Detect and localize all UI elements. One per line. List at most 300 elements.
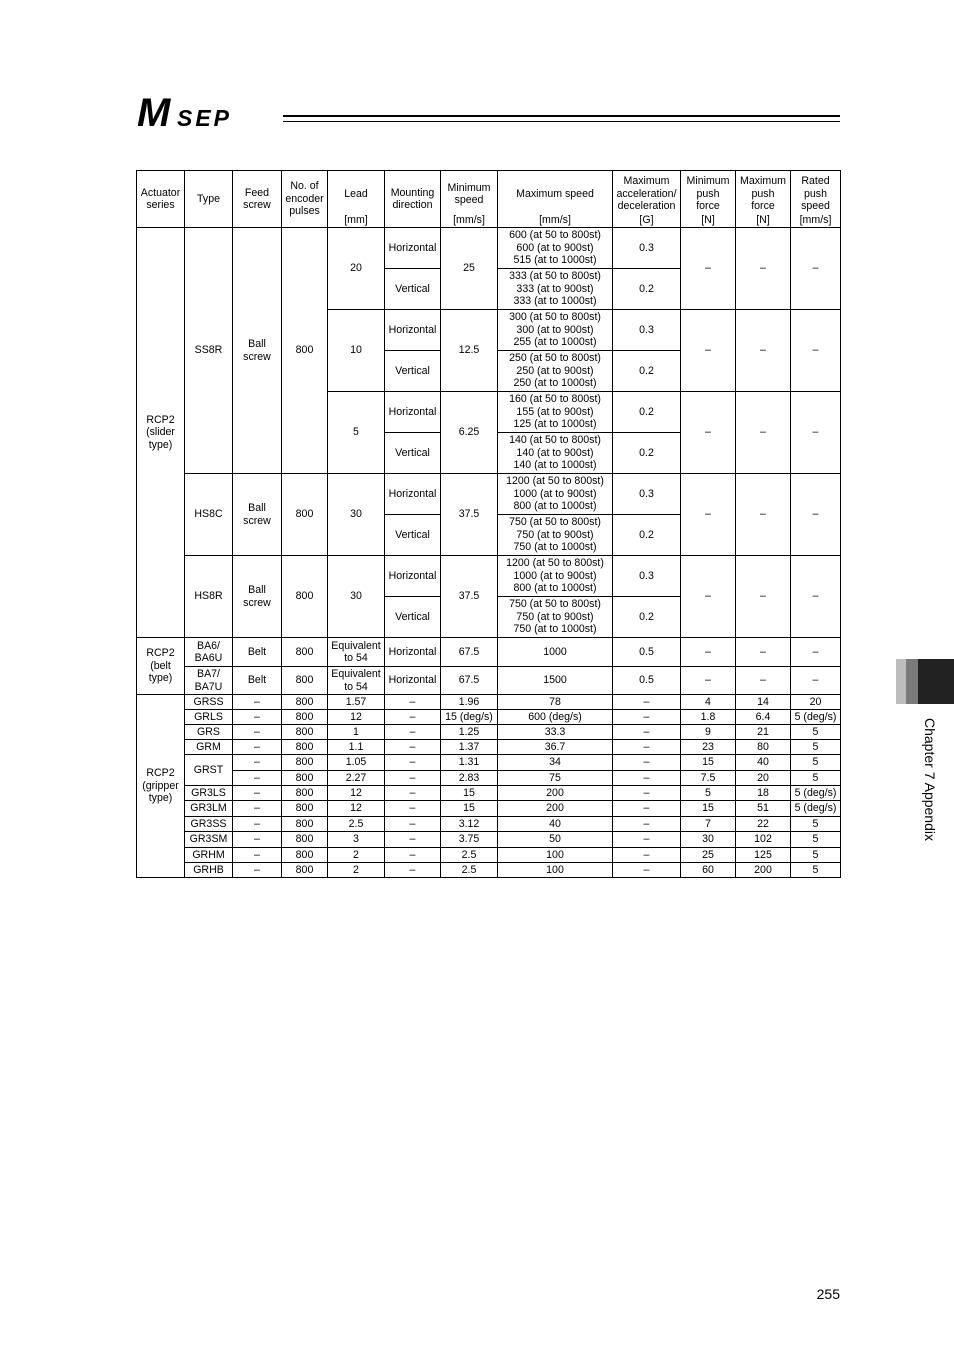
table-cell: 100 bbox=[498, 848, 613, 863]
column-header-line: Maximum bbox=[740, 175, 786, 188]
table-cell: – bbox=[736, 474, 791, 556]
table-cell: – bbox=[791, 638, 841, 667]
cell-line: screw bbox=[243, 596, 271, 609]
cell-line: RCP2 bbox=[146, 413, 175, 426]
cell-line: Ball bbox=[248, 502, 266, 514]
column-header-label bbox=[137, 187, 184, 212]
table-cell: Horizontal bbox=[385, 392, 441, 433]
cell-line: 160 (at 50 to 800st) bbox=[509, 393, 601, 406]
table-cell: 2.5 bbox=[328, 817, 385, 832]
table-cell bbox=[328, 638, 385, 667]
column-header-line: Lead bbox=[344, 187, 368, 200]
table-cell: 25 bbox=[441, 228, 498, 310]
table-cell bbox=[498, 269, 613, 310]
table-cell: 5 bbox=[791, 863, 841, 878]
table-cell: 78 bbox=[498, 695, 613, 710]
table-row bbox=[137, 695, 841, 710]
column-header-label bbox=[282, 180, 327, 218]
table-cell: GRM bbox=[185, 740, 233, 755]
column-header bbox=[233, 171, 282, 228]
table-cell: – bbox=[233, 801, 282, 817]
column-header bbox=[137, 171, 185, 228]
table-cell: 0.2 bbox=[613, 433, 681, 474]
column-header-line: speed bbox=[801, 200, 830, 213]
cell-line: 333 (at to 900st) bbox=[516, 282, 594, 295]
table-cell: 800 bbox=[282, 863, 328, 878]
table-cell: 5 (deg/s) bbox=[791, 710, 841, 725]
cell-line: screw bbox=[243, 350, 271, 363]
table-cell: – bbox=[385, 771, 441, 786]
table-cell: 0.3 bbox=[613, 556, 681, 597]
table-cell: 800 bbox=[282, 740, 328, 755]
table-row bbox=[137, 474, 841, 515]
table-cell: – bbox=[233, 771, 282, 786]
table-cell: 5 (deg/s) bbox=[791, 786, 841, 801]
table-cell: Horizontal bbox=[385, 310, 441, 351]
table-cell: – bbox=[681, 228, 736, 310]
column-header-label bbox=[498, 188, 612, 211]
table-cell: – bbox=[233, 710, 282, 725]
cell-line: screw bbox=[243, 514, 271, 527]
cell-line: Equivalent bbox=[331, 639, 381, 652]
chapter-tab-mid bbox=[906, 659, 918, 704]
cell-line: RCP2 bbox=[146, 767, 175, 780]
table-cell: 37.5 bbox=[441, 556, 498, 638]
table-cell: 1.31 bbox=[441, 755, 498, 771]
table-cell: Horizontal bbox=[385, 556, 441, 597]
table-cell: – bbox=[385, 710, 441, 725]
table-cell: 40 bbox=[498, 817, 613, 832]
table-cell: 2 bbox=[328, 848, 385, 863]
table-cell bbox=[498, 474, 613, 515]
column-unit: [mm/s] bbox=[539, 213, 571, 226]
page-number: 255 bbox=[816, 1286, 840, 1302]
column-unit: [mm/s] bbox=[453, 213, 485, 226]
column-header bbox=[328, 171, 385, 228]
cell-line: 125 (at to 1000st) bbox=[513, 418, 597, 431]
table-cell bbox=[498, 433, 613, 474]
table-cell: Vertical bbox=[385, 351, 441, 392]
cell-line: type) bbox=[148, 438, 173, 451]
table-row bbox=[137, 710, 841, 725]
column-header-line: Feed bbox=[244, 186, 270, 199]
table-cell: – bbox=[233, 786, 282, 801]
table-cell: 800 bbox=[282, 710, 328, 725]
table-cell: – bbox=[736, 556, 791, 638]
cell-line: 140 (at to 1000st) bbox=[513, 459, 597, 472]
cell-line: to 54 bbox=[344, 680, 368, 693]
cell-line: (belt bbox=[150, 659, 171, 672]
column-header-label bbox=[233, 187, 281, 212]
table-cell: GRST bbox=[185, 755, 233, 786]
column-header bbox=[498, 171, 613, 228]
table-cell: 2.83 bbox=[441, 771, 498, 786]
table-cell: 800 bbox=[282, 638, 328, 667]
column-header-label bbox=[385, 187, 440, 212]
cell-line: 515 (at to 1000st) bbox=[513, 254, 597, 267]
table-cell: GR3LM bbox=[185, 801, 233, 817]
table-cell bbox=[137, 695, 185, 878]
chapter-tab-light bbox=[896, 659, 906, 704]
table-cell: Belt bbox=[233, 638, 282, 667]
cell-line: BA7/ bbox=[197, 668, 220, 680]
table-cell: 18 bbox=[736, 786, 791, 801]
cell-line: 750 (at to 1000st) bbox=[513, 541, 597, 554]
chapter-label: Chapter 7 Appendix bbox=[922, 718, 938, 841]
table-cell: 1.8 bbox=[681, 710, 736, 725]
column-unit: [mm/s] bbox=[799, 213, 832, 226]
table-cell: – bbox=[681, 392, 736, 474]
table-cell: – bbox=[613, 817, 681, 832]
column-unit: [mm] bbox=[344, 213, 368, 226]
cell-line: 800 (at to 1000st) bbox=[513, 500, 597, 513]
table-cell: 4 bbox=[681, 695, 736, 710]
table-row bbox=[137, 740, 841, 755]
table-cell: 1.37 bbox=[441, 740, 498, 755]
table-cell: Belt bbox=[233, 667, 282, 695]
column-header bbox=[791, 171, 841, 228]
cell-line: 300 (at to 900st) bbox=[516, 323, 594, 336]
table-cell: – bbox=[233, 848, 282, 863]
table-cell: – bbox=[385, 817, 441, 832]
table-cell: 7 bbox=[681, 817, 736, 832]
table-cell: GRS bbox=[185, 725, 233, 740]
table-cell: 15 (deg/s) bbox=[441, 710, 498, 725]
table-cell: 5 bbox=[791, 755, 841, 771]
column-header-line: push bbox=[751, 187, 775, 200]
table-cell: Vertical bbox=[385, 515, 441, 556]
table-cell: 0.3 bbox=[613, 228, 681, 269]
header-rule-thick bbox=[283, 115, 840, 117]
table-cell: 5 bbox=[681, 786, 736, 801]
cell-line: 250 (at to 900st) bbox=[516, 364, 594, 377]
table-cell: GRLS bbox=[185, 710, 233, 725]
table-cell: 2 bbox=[328, 863, 385, 878]
cell-line: 1000 (at to 900st) bbox=[513, 569, 597, 582]
table-cell: – bbox=[613, 863, 681, 878]
column-header-line: push bbox=[804, 187, 827, 200]
table-cell: 800 bbox=[282, 832, 328, 848]
table-cell: 30 bbox=[328, 556, 385, 638]
cell-line: BA6U bbox=[194, 652, 223, 664]
cell-line: 800 (at to 1000st) bbox=[513, 582, 597, 595]
table-cell: 40 bbox=[736, 755, 791, 771]
table-cell: 2.5 bbox=[441, 848, 498, 863]
table-cell bbox=[185, 667, 233, 695]
column-header-line: encoder bbox=[285, 192, 324, 205]
table-cell: 25 bbox=[681, 848, 736, 863]
table-cell: 0.3 bbox=[613, 310, 681, 351]
table-cell: 15 bbox=[441, 786, 498, 801]
table-cell: 0.5 bbox=[613, 638, 681, 667]
table-cell bbox=[498, 228, 613, 269]
column-header-line: Maximum bbox=[623, 175, 670, 188]
cell-line: 1000 (at to 900st) bbox=[513, 487, 597, 500]
table-cell: GR3SS bbox=[185, 817, 233, 832]
table-cell: 800 bbox=[282, 667, 328, 695]
table-cell: – bbox=[736, 667, 791, 695]
table-cell: 15 bbox=[441, 801, 498, 817]
table-cell: 12 bbox=[328, 801, 385, 817]
table-cell: 0.3 bbox=[613, 474, 681, 515]
table-cell: Vertical bbox=[385, 433, 441, 474]
table-cell: GR3LS bbox=[185, 786, 233, 801]
cell-line: 750 (at 50 to 800st) bbox=[509, 516, 601, 529]
header-rule-thin bbox=[283, 121, 840, 122]
table-cell: – bbox=[385, 832, 441, 848]
table-cell: 1.1 bbox=[328, 740, 385, 755]
table-row bbox=[137, 725, 841, 740]
table-cell: 1.25 bbox=[441, 725, 498, 740]
table-cell: 30 bbox=[681, 832, 736, 848]
column-header bbox=[385, 171, 441, 228]
table-cell bbox=[328, 667, 385, 695]
table-cell: 0.2 bbox=[613, 392, 681, 433]
table-cell: 800 bbox=[282, 556, 328, 638]
table-cell: – bbox=[385, 695, 441, 710]
table-cell bbox=[498, 392, 613, 433]
table-cell: 6.4 bbox=[736, 710, 791, 725]
table-cell: 60 bbox=[681, 863, 736, 878]
column-header-line: series bbox=[146, 199, 175, 211]
table-cell: 12.5 bbox=[441, 310, 498, 392]
table-cell: – bbox=[233, 725, 282, 740]
table-cell: – bbox=[791, 556, 841, 638]
cell-line: 1200 (at 50 to 800st) bbox=[506, 475, 604, 488]
table-cell: HS8R bbox=[185, 556, 233, 638]
table-row bbox=[137, 556, 841, 597]
table-cell bbox=[233, 556, 282, 638]
table-cell: 3.12 bbox=[441, 817, 498, 832]
column-header-line: Type bbox=[197, 192, 220, 205]
column-header-line: Minimum bbox=[447, 181, 491, 194]
table-cell: – bbox=[233, 832, 282, 848]
table-cell bbox=[185, 638, 233, 667]
table-cell: 1000 bbox=[498, 638, 613, 667]
cell-line: 255 (at to 1000st) bbox=[513, 336, 597, 349]
column-header bbox=[681, 171, 736, 228]
table-cell: 21 bbox=[736, 725, 791, 740]
table-cell: 23 bbox=[681, 740, 736, 755]
table-cell: Horizontal bbox=[385, 638, 441, 667]
table-cell: 0.2 bbox=[613, 351, 681, 392]
cell-line: 140 (at 50 to 800st) bbox=[509, 434, 601, 447]
cell-line: 750 (at 50 to 800st) bbox=[509, 598, 601, 611]
column-header bbox=[185, 171, 233, 228]
table-cell: 600 (deg/s) bbox=[498, 710, 613, 725]
column-header-label bbox=[185, 193, 232, 206]
table-row bbox=[137, 786, 841, 801]
table-cell: 5 bbox=[791, 817, 841, 832]
table-cell: – bbox=[736, 638, 791, 667]
table-cell: – bbox=[385, 863, 441, 878]
column-header-line: Rated bbox=[801, 175, 830, 188]
cell-line: 140 (at to 900st) bbox=[516, 446, 594, 459]
table-cell: SS8R bbox=[185, 228, 233, 474]
table-row bbox=[137, 771, 841, 786]
column-header-line: Minimum bbox=[686, 175, 730, 188]
table-cell: 12 bbox=[328, 710, 385, 725]
table-row bbox=[137, 832, 841, 848]
table-cell: 0.2 bbox=[613, 597, 681, 638]
table-cell: – bbox=[613, 755, 681, 771]
table-cell: – bbox=[791, 474, 841, 556]
table-cell: 800 bbox=[282, 817, 328, 832]
table-cell: 30 bbox=[328, 474, 385, 556]
table-cell: Vertical bbox=[385, 597, 441, 638]
column-header bbox=[613, 171, 681, 228]
cell-line: 250 (at to 1000st) bbox=[513, 377, 597, 390]
table-cell: 67.5 bbox=[441, 667, 498, 695]
table-cell: 12 bbox=[328, 786, 385, 801]
table-row bbox=[137, 801, 841, 817]
cell-line: BA6/ bbox=[197, 639, 220, 652]
table-cell: 20 bbox=[328, 228, 385, 310]
table-cell: 15 bbox=[681, 755, 736, 771]
table-cell: – bbox=[736, 392, 791, 474]
table-row bbox=[137, 755, 841, 771]
table-cell: – bbox=[385, 848, 441, 863]
column-header-line: Maximum speed bbox=[516, 187, 594, 200]
table-cell: 15 bbox=[681, 801, 736, 817]
table-cell: 1.05 bbox=[328, 755, 385, 771]
cell-line: 600 (at to 900st) bbox=[516, 241, 594, 254]
column-header-line: pulses bbox=[289, 205, 320, 218]
table-cell bbox=[233, 228, 282, 474]
table-cell: 2.27 bbox=[328, 771, 385, 786]
column-header-line: No. of bbox=[290, 180, 319, 193]
table-cell: 14 bbox=[736, 695, 791, 710]
table-cell: 0.2 bbox=[613, 515, 681, 556]
table-cell: – bbox=[613, 725, 681, 740]
table-cell: 36.7 bbox=[498, 740, 613, 755]
table-cell: Vertical bbox=[385, 269, 441, 310]
table-cell: 5 (deg/s) bbox=[791, 801, 841, 817]
table-cell: GRHM bbox=[185, 848, 233, 863]
table-cell: 800 bbox=[282, 474, 328, 556]
table-cell: 7.5 bbox=[681, 771, 736, 786]
column-header-line: Mounting bbox=[390, 186, 435, 199]
table-cell bbox=[498, 597, 613, 638]
table-cell: 102 bbox=[736, 832, 791, 848]
table-cell: Horizontal bbox=[385, 228, 441, 269]
cell-line: Ball bbox=[248, 584, 266, 596]
table-cell: 800 bbox=[282, 771, 328, 786]
table-cell: – bbox=[613, 710, 681, 725]
table-cell: GR3SM bbox=[185, 832, 233, 848]
table-row bbox=[137, 638, 841, 667]
table-cell: 34 bbox=[498, 755, 613, 771]
table-cell: 800 bbox=[282, 755, 328, 771]
msep-logo bbox=[137, 92, 277, 132]
column-header bbox=[282, 171, 328, 228]
table-cell: – bbox=[233, 755, 282, 771]
column-header-line: force bbox=[696, 200, 720, 213]
table-cell: 800 bbox=[282, 848, 328, 863]
table-cell: – bbox=[233, 863, 282, 878]
table-cell: 5 bbox=[791, 771, 841, 786]
chapter-tab-dark bbox=[918, 659, 954, 704]
table-cell: – bbox=[791, 310, 841, 392]
table-cell: 800 bbox=[282, 725, 328, 740]
cell-line: 250 (at 50 to 800st) bbox=[509, 352, 601, 365]
column-header-line: screw bbox=[243, 199, 271, 211]
table-row bbox=[137, 817, 841, 832]
table-cell bbox=[498, 556, 613, 597]
table-cell: 1.96 bbox=[441, 695, 498, 710]
cell-line: BA7U bbox=[194, 680, 223, 693]
cell-line: (slider bbox=[146, 426, 175, 439]
cell-line: 333 (at to 1000st) bbox=[513, 295, 597, 308]
table-cell: 50 bbox=[498, 832, 613, 848]
table-cell: 20 bbox=[736, 771, 791, 786]
cell-line: type) bbox=[148, 792, 173, 805]
table-cell: – bbox=[613, 801, 681, 817]
column-header-label bbox=[328, 188, 384, 211]
column-header-line: push bbox=[696, 187, 720, 200]
table-cell: 20 bbox=[791, 695, 841, 710]
table-cell: 75 bbox=[498, 771, 613, 786]
column-unit: [G] bbox=[639, 213, 654, 226]
table-cell: 37.5 bbox=[441, 474, 498, 556]
table-cell: – bbox=[613, 786, 681, 801]
column-header-line: acceleration/ bbox=[616, 187, 677, 200]
table-cell bbox=[137, 228, 185, 638]
table-cell bbox=[498, 515, 613, 556]
table-cell: 10 bbox=[328, 310, 385, 392]
table-cell bbox=[498, 351, 613, 392]
table-cell: – bbox=[681, 556, 736, 638]
table-cell: – bbox=[681, 310, 736, 392]
table-cell: – bbox=[613, 740, 681, 755]
table-cell: 9 bbox=[681, 725, 736, 740]
cell-line: RCP2 bbox=[146, 647, 175, 660]
column-header bbox=[441, 171, 498, 228]
table-cell: Horizontal bbox=[385, 667, 441, 695]
table-cell: – bbox=[613, 771, 681, 786]
cell-line: (gripper bbox=[142, 779, 179, 792]
cell-line: 333 (at 50 to 800st) bbox=[509, 270, 601, 283]
table-cell: Horizontal bbox=[385, 474, 441, 515]
table-row bbox=[137, 863, 841, 878]
logo-m: M bbox=[137, 92, 171, 132]
table-cell: 200 bbox=[736, 863, 791, 878]
table-cell: 800 bbox=[282, 801, 328, 817]
table-cell: 51 bbox=[736, 801, 791, 817]
table-cell: – bbox=[613, 848, 681, 863]
cell-line: 1200 (at 50 to 800st) bbox=[506, 557, 604, 570]
table-cell: 3 bbox=[328, 832, 385, 848]
table-cell: – bbox=[233, 817, 282, 832]
cell-line: 750 (at to 1000st) bbox=[513, 623, 597, 636]
header-row bbox=[137, 171, 841, 228]
table-cell: 3.75 bbox=[441, 832, 498, 848]
column-unit: [N] bbox=[701, 213, 715, 226]
cell-line: 750 (at to 900st) bbox=[516, 528, 594, 541]
table-cell bbox=[137, 638, 185, 695]
table-cell: – bbox=[385, 801, 441, 817]
table-cell: – bbox=[681, 474, 736, 556]
table-cell: 1.57 bbox=[328, 695, 385, 710]
table-cell: 5 bbox=[791, 725, 841, 740]
cell-line: type) bbox=[148, 672, 173, 685]
table-cell: 800 bbox=[282, 786, 328, 801]
table-cell: – bbox=[233, 740, 282, 755]
table-cell: 0.5 bbox=[613, 667, 681, 695]
column-header-line: Actuator bbox=[140, 186, 181, 199]
table-cell: – bbox=[385, 786, 441, 801]
table-cell: 1500 bbox=[498, 667, 613, 695]
